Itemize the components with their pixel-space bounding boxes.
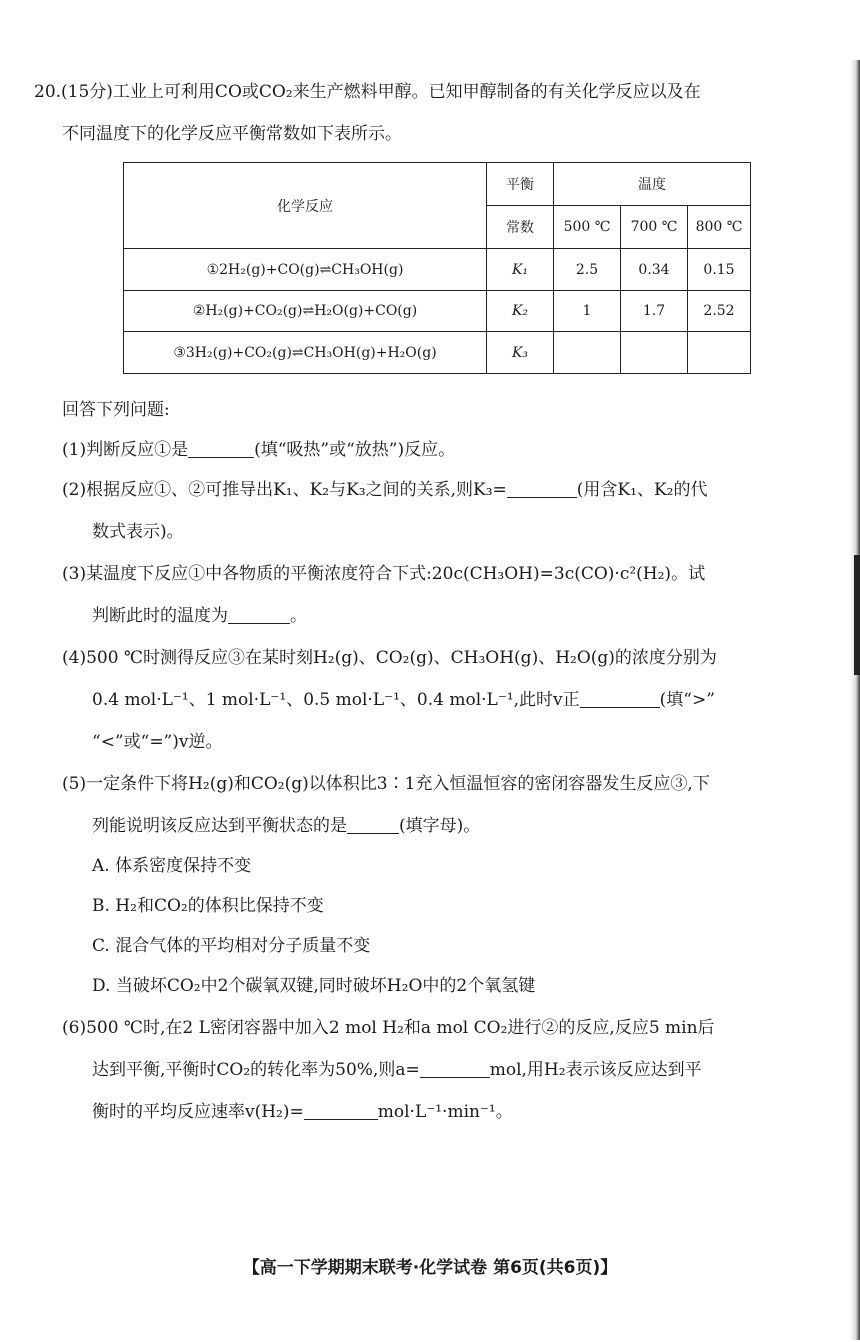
- q5-option-a: A. 体系密度保持不变: [92, 856, 252, 876]
- question-3-line2: [92, 604, 307, 628]
- q6-answer-blank-rate[interactable]: [304, 1101, 378, 1120]
- value-cell: 2.5: [554, 249, 621, 291]
- q2-text-pre: (2)根据反应①、②可推导出K₁、K₂与K₃之间的关系,则K₃=: [62, 480, 507, 500]
- reaction-cell: ①2H₂(g)+CO(g)⇌CH₃OH(g): [124, 249, 487, 291]
- q6-text-post3: mol·L⁻¹·min⁻¹。: [377, 1102, 513, 1122]
- reaction-cell: ②H₂(g)+CO₂(g)⇌H₂O(g)+CO(g): [124, 291, 487, 332]
- temp-700: 700 ℃: [621, 206, 688, 249]
- value-cell: [621, 332, 688, 374]
- value-cell: 1: [554, 291, 621, 332]
- scan-edge-mark: [854, 555, 860, 675]
- q5-option-b: B. H₂和CO₂的体积比保持不变: [92, 896, 324, 916]
- q2-text-post: (用含K₁、K₂的代: [576, 480, 708, 500]
- equilibrium-constant-table: [123, 162, 751, 374]
- value-cell: 0.34: [621, 249, 688, 291]
- value-cell: 2.52: [688, 291, 751, 332]
- question-4-line1: (4)500 ℃时测得反应③在某时刻H₂(g)、CO₂(g)、CH₃OH(g)、H₂O(g)的浓度分别为: [62, 648, 717, 668]
- question-3-line1: (3)某温度下反应①中各物质的平衡浓度符合下式:20c(CH₃OH)=3c(CO)·c²(H₂)。试: [62, 564, 706, 584]
- q2-answer-blank[interactable]: [507, 479, 577, 498]
- q6-text-pre3: 衡时的平均反应速率v(H₂)=: [92, 1102, 304, 1122]
- q5-answer-blank[interactable]: [347, 815, 399, 834]
- question-intro-line1: 20.(15分)工业上可利用CO或CO₂来生产燃料甲醇。已知甲醇制备的有关化学反应以及在: [34, 82, 701, 102]
- q1-text-pre: (1)判断反应①是: [62, 440, 189, 460]
- temp-500: 500 ℃: [554, 206, 621, 249]
- temp-800: 800 ℃: [688, 206, 751, 249]
- table-row: [124, 332, 751, 374]
- question-1: [62, 438, 455, 462]
- question-2-line2: 数式表示)。: [92, 522, 184, 542]
- question-6-line1: (6)500 ℃时,在2 L密闭容器中加入2 mol H₂和a mol CO₂进行②的反应,反应5 min后: [62, 1018, 715, 1038]
- question-5-line2: [92, 814, 480, 838]
- q6-text-post: mol,用H₂表示该反应达到平: [489, 1060, 702, 1080]
- q1-text-post: (填“吸热”或“放热”)反应。: [254, 440, 456, 460]
- value-cell: [554, 332, 621, 374]
- q3-text-pre: 判断此时的温度为: [92, 606, 228, 626]
- q6-text-pre: 达到平衡,平衡时CO₂的转化率为50%,则a=: [92, 1060, 420, 1080]
- q4-text-post: (填“>”: [659, 690, 715, 710]
- header-k-line1: 平衡: [487, 163, 554, 206]
- question-intro-line2: 不同温度下的化学反应平衡常数如下表所示。: [62, 124, 402, 144]
- question-6-line3: [92, 1100, 513, 1124]
- k-symbol-cell: K₃: [487, 332, 554, 374]
- q5-option-d: D. 当破坏CO₂中2个碳氧双键,同时破坏H₂O中的2个氧氢键: [92, 976, 536, 996]
- scan-edge-shadow: [850, 60, 860, 1340]
- question-4-line3: “<”或“=”)v逆。: [92, 732, 223, 752]
- q5-option-c: C. 混合气体的平均相对分子质量不变: [92, 936, 371, 956]
- question-5-line1: (5)一定条件下将H₂(g)和CO₂(g)以体积比3∶1充入恒温恒容的密闭容器发生反应③,下: [62, 774, 710, 794]
- table-row: [124, 291, 751, 332]
- q5-text-post: (填字母)。: [399, 816, 481, 836]
- q4-text-pre: 0.4 mol·L⁻¹、1 mol·L⁻¹、0.5 mol·L⁻¹、0.4 mol·L⁻¹,此时v正: [92, 690, 580, 710]
- question-4-line2: [92, 688, 715, 712]
- q3-text-post: 。: [290, 606, 307, 626]
- table-row: [124, 249, 751, 291]
- value-cell: [688, 332, 751, 374]
- reaction-cell: ③3H₂(g)+CO₂(g)⇌CH₃OH(g)+H₂O(g): [124, 332, 487, 374]
- header-k-line2: 常数: [487, 206, 554, 249]
- q3-answer-blank[interactable]: [228, 605, 290, 624]
- q6-answer-blank-a[interactable]: [420, 1059, 490, 1078]
- value-cell: 0.15: [688, 249, 751, 291]
- q4-answer-blank[interactable]: [580, 689, 660, 708]
- header-reaction: 化学反应: [124, 163, 487, 249]
- q1-answer-blank[interactable]: [188, 439, 254, 458]
- page-footer: 【高一下学期期末联考·化学试卷 第6页(共6页)】: [242, 1258, 618, 1278]
- k-symbol-cell: K₂: [487, 291, 554, 332]
- answer-prompt: 回答下列问题:: [62, 400, 170, 420]
- k-symbol-cell: K₁: [487, 249, 554, 291]
- question-2-line1: [62, 478, 707, 502]
- header-temperature: 温度: [554, 163, 751, 206]
- question-6-line2: [92, 1058, 702, 1082]
- q5-text-pre: 列能说明该反应达到平衡状态的是: [92, 816, 347, 836]
- value-cell: 1.7: [621, 291, 688, 332]
